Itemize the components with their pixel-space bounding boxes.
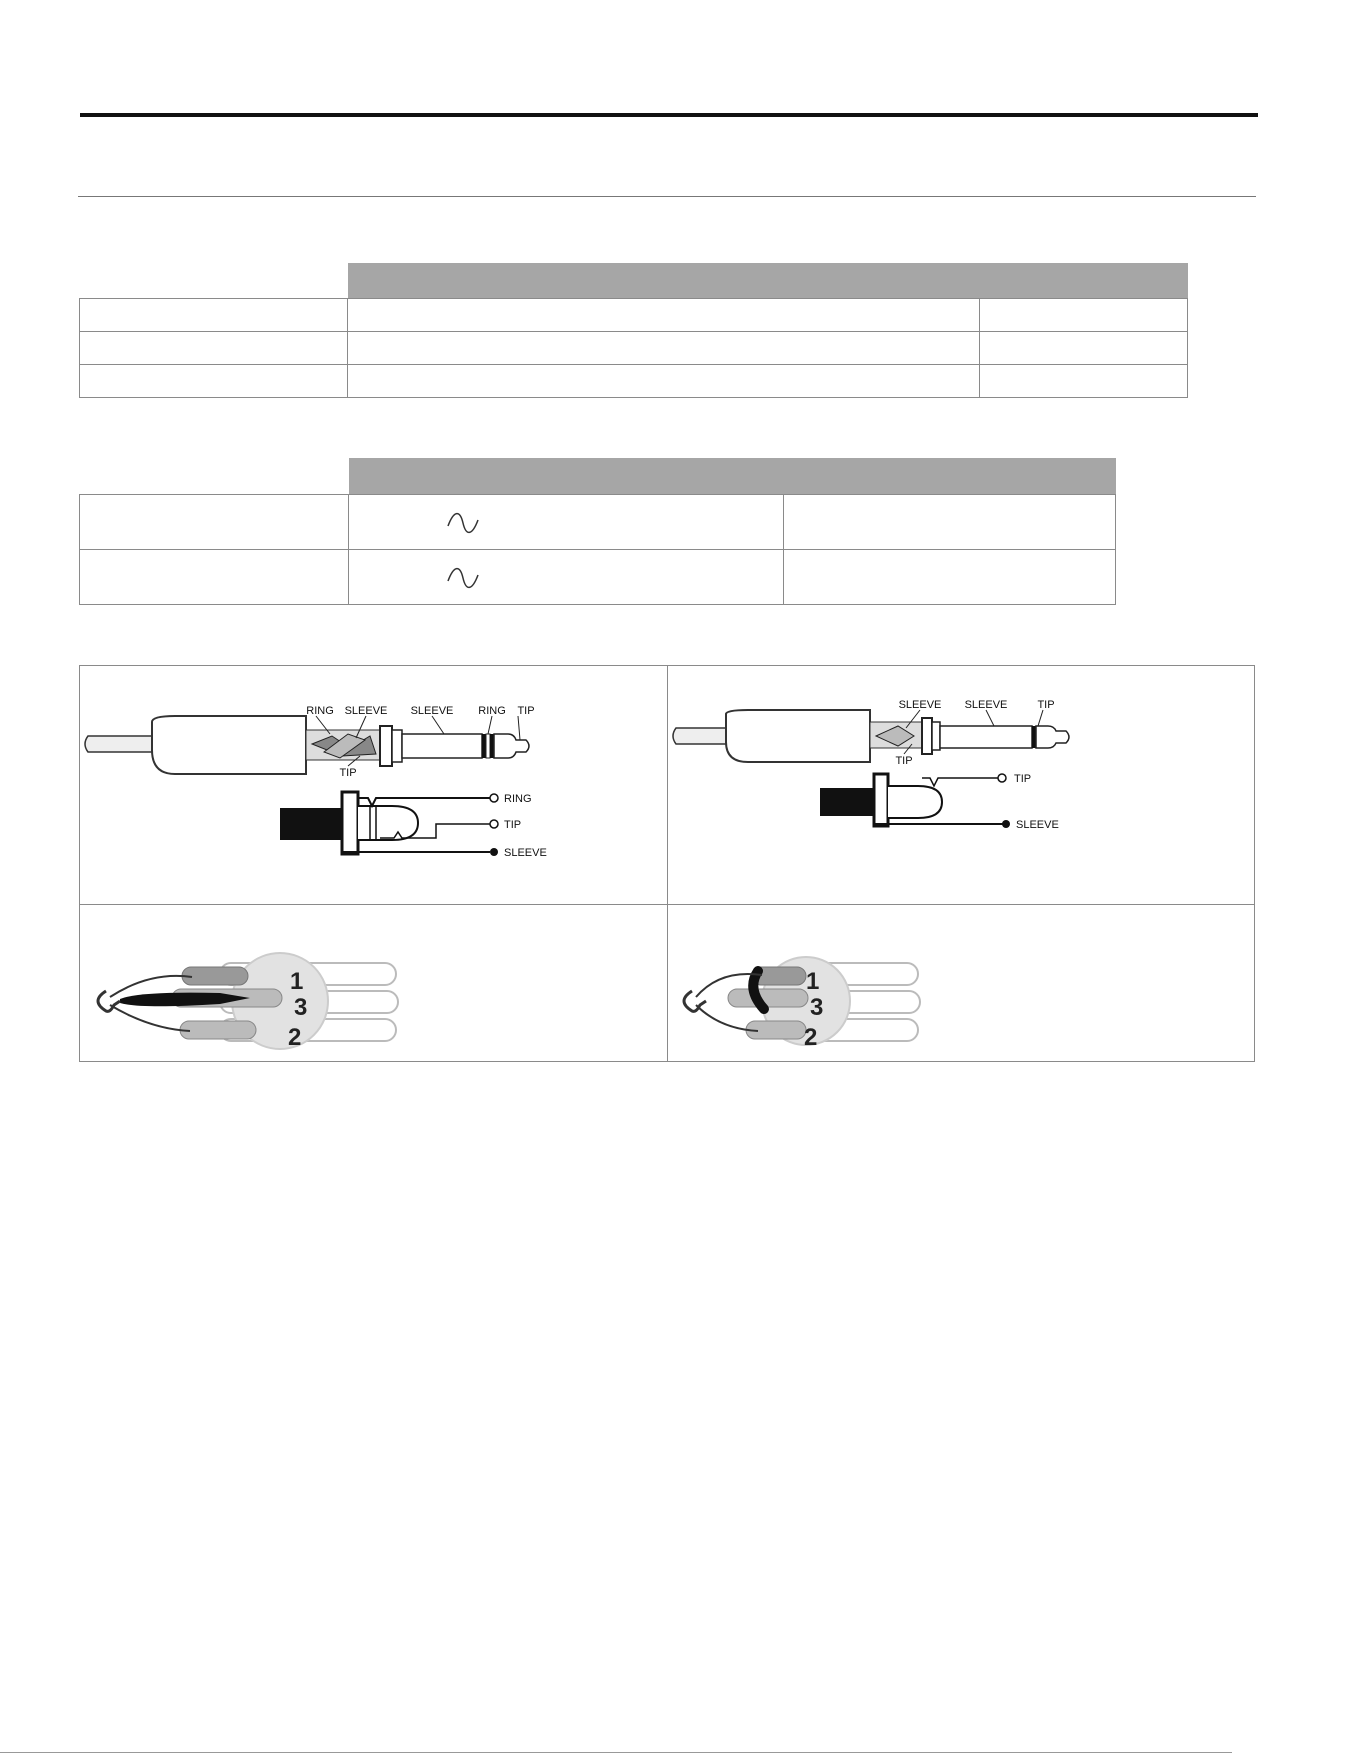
trs-plug-diagram: [80, 666, 667, 904]
label-ring: RING: [504, 793, 532, 805]
footer-rule: [0, 1752, 1232, 1753]
pin-number: 2: [804, 1024, 818, 1051]
table-cell: [784, 495, 1116, 550]
table-row: [80, 550, 1116, 605]
pin-number: 3: [294, 994, 308, 1021]
label-tip: TIP: [895, 755, 913, 767]
table-cell: [80, 365, 348, 398]
table-header-row: [80, 458, 1116, 495]
top-rule: [80, 113, 1258, 117]
table-cell: [349, 495, 784, 550]
xlr-female-diagram: [80, 905, 667, 1062]
table-cell: [980, 365, 1188, 398]
table-cell: [80, 550, 349, 605]
label-sleeve: SLEEVE: [1016, 819, 1059, 831]
spec-table-2: [79, 458, 1116, 605]
table-cell: [80, 299, 348, 332]
table-row: [80, 365, 1188, 398]
table-cell: [348, 299, 980, 332]
ac-sine-icon: [446, 567, 480, 589]
table-header-row: [80, 263, 1188, 299]
table-corner: [80, 263, 348, 299]
label-sleeve: SLEEVE: [964, 699, 1008, 711]
table-cell: [784, 550, 1116, 605]
table-cell: [348, 365, 980, 398]
table-cell: [348, 332, 980, 365]
label-sleeve: SLEEVE: [344, 705, 388, 717]
xlr-male-diagram: [668, 905, 1255, 1062]
table-cell: [980, 332, 1188, 365]
table-corner: [80, 458, 349, 495]
spec-table-1: [79, 263, 1188, 398]
table-header: [349, 458, 1116, 495]
table-row: [80, 299, 1188, 332]
ts-plug-diagram: [668, 666, 1255, 904]
label-ring: RING: [478, 705, 506, 717]
ac-sine-icon: [446, 512, 480, 534]
connector-diagram-grid: [79, 665, 1255, 1062]
table-row: [80, 332, 1188, 365]
label-ring: RING: [306, 705, 334, 717]
table-cell: [980, 299, 1188, 332]
label-tip: TIP: [1014, 773, 1032, 785]
table-row: [80, 495, 1116, 550]
pin-number: 1: [806, 968, 820, 995]
table-cell: [80, 332, 348, 365]
pin-number: 3: [810, 994, 824, 1021]
label-sleeve: SLEEVE: [410, 705, 454, 717]
pin-number: 1: [290, 968, 304, 995]
label-tip: TIP: [504, 819, 522, 831]
label-tip: TIP: [517, 705, 535, 717]
table-cell: [349, 550, 784, 605]
label-tip: TIP: [339, 767, 357, 779]
pin-number: 2: [288, 1024, 302, 1051]
table-cell: [80, 495, 349, 550]
label-tip: TIP: [1037, 699, 1055, 711]
table-header: [348, 263, 1188, 299]
section-rule: [78, 196, 1256, 197]
label-sleeve: SLEEVE: [504, 847, 547, 859]
label-sleeve: SLEEVE: [898, 699, 942, 711]
